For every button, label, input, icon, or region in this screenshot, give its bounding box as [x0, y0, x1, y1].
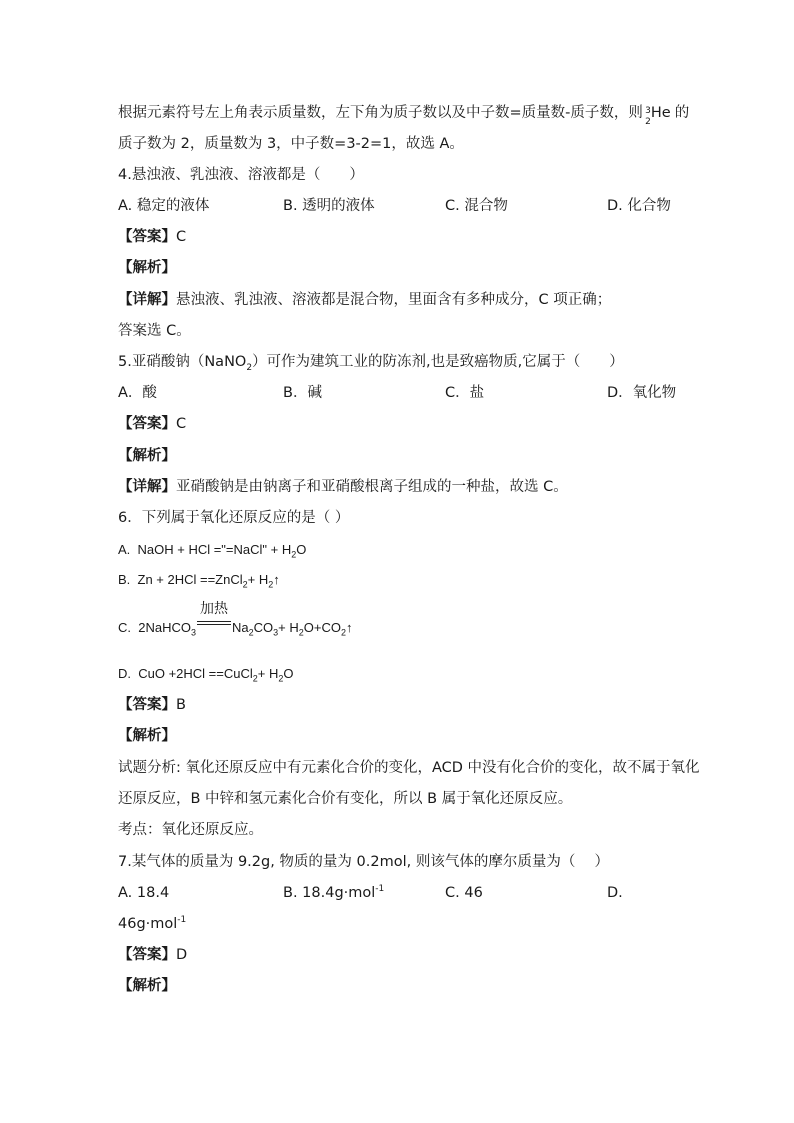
q4-detail [118, 290, 611, 310]
equation-text: CO [253, 620, 274, 635]
superscript: -1 [177, 915, 187, 926]
detail-tag: 【详解】 [118, 479, 176, 495]
question-4-stem: 4.悬浊液、乳浊液、溶液都是（ ） [118, 167, 364, 183]
stem-text: 5.亚硝酸钠（NaNO [118, 354, 247, 370]
q4-conclusion: 答案选 C。 [118, 323, 191, 339]
q4-option-d: D. 化合物 [607, 198, 671, 214]
equals-line [197, 621, 231, 622]
subscript: 2 [252, 673, 258, 684]
question-5-stem [118, 352, 624, 372]
answer-tag: 【答案】 [118, 947, 176, 963]
answer-value: D [176, 947, 188, 963]
q5-option-b: B．碱 [283, 385, 322, 401]
q6-exam-point: 考点：氧化还原反应。 [118, 822, 263, 838]
q7-option-c: C. 46 [445, 885, 483, 901]
stem-text: ）可作为建筑工业的防冻剂,也是致癌物质,它属于（ ） [252, 354, 624, 370]
subscript: 2 [248, 627, 254, 638]
q6-option-a [118, 540, 306, 560]
subscript: 3 [273, 627, 279, 638]
superscript: -1 [375, 884, 385, 895]
equation-text: + H [257, 666, 279, 681]
answer-tag: 【答案】 [118, 697, 176, 713]
equation-text: + H [247, 572, 269, 587]
answer-value: C [176, 229, 187, 245]
explanation-text: 根据元素符号左上角表示质量数，左下角为质子数以及中子数=质量数-质子数，则 [118, 105, 643, 121]
equation-text: D. CuO +2HCl ==CuCl [118, 666, 253, 681]
equation-text: Na [231, 620, 249, 635]
option-text: B. 18.4g·mol [283, 885, 376, 901]
equation-text: B. Zn + 2HCl ==ZnCl [118, 572, 243, 587]
question-6-stem: 6．下列属于氧化还原反应的是（ ） [118, 510, 350, 526]
subscript: 3 [190, 627, 196, 638]
equation-text: + H [278, 620, 299, 635]
subscript: 2 [242, 579, 248, 590]
q4-analysis-tag: 【解析】 [118, 260, 176, 276]
q4-option-c: C. 混合物 [445, 198, 508, 214]
answer-tag: 【答案】 [118, 416, 176, 432]
isotope-prescripts [643, 105, 651, 127]
q6-option-d [118, 664, 294, 684]
q6-answer [118, 695, 186, 715]
equation-text: C. 2NaHCO [118, 620, 191, 635]
answer-tag: 【答案】 [118, 229, 176, 245]
reaction-condition: 加热 [199, 600, 228, 616]
q6-analysis-line: 还原反应，B 中锌和氢元素化合价有变化，所以 B 属于氧化还原反应。 [118, 791, 573, 807]
q7-option-b [283, 883, 384, 903]
q4-option-b: B. 透明的液体 [283, 198, 375, 214]
gas-arrow: ↑ [273, 572, 280, 587]
element-symbol: He [650, 105, 671, 121]
gas-arrow: ↑ [345, 620, 353, 635]
answer-value: C [176, 416, 187, 432]
q6-analysis-line: 试题分析: 氧化还原反应中有元素化合价的变化，ACD 中没有化合价的变化，故不属于氧化 [118, 760, 700, 776]
q6-analysis-tag: 【解析】 [118, 728, 176, 744]
equation-text: O [296, 542, 307, 557]
q6-option-b [118, 570, 280, 590]
q5-option-c: C．盐 [445, 385, 485, 401]
detail-tag: 【详解】 [118, 292, 176, 308]
subscript: 2 [268, 579, 274, 590]
proton-number: 2 [645, 117, 651, 127]
question-7-stem: 7.某气体的质量为 9.2g, 物质的量为 0.2mol, 则该气体的摩尔质量为（ ） [118, 854, 609, 870]
q5-option-d: D．氧化物 [607, 385, 677, 401]
subscript: 2 [246, 362, 253, 373]
equation-text: A. NaOH + HCl ="=NaCl" + H [118, 542, 292, 557]
q7-answer [118, 945, 187, 965]
q6-option-c [118, 600, 353, 638]
q4-answer [118, 227, 186, 247]
subscript: 2 [291, 549, 297, 560]
q7-option-d: D. [607, 885, 623, 901]
explanation-line [118, 103, 690, 127]
q5-answer [118, 414, 186, 434]
q5-option-a: A．酸 [118, 385, 157, 401]
q5-analysis-tag: 【解析】 [118, 448, 176, 464]
reaction-condition-sign [197, 600, 231, 632]
subscript: 2 [340, 627, 346, 638]
q7-option-a: A. 18.4 [118, 885, 170, 901]
explanation-line: 质子数为 2，质量数为 3，中子数=3-2=1，故选 A。 [118, 136, 464, 152]
q5-detail [118, 477, 568, 497]
equation-text: O [283, 666, 294, 681]
detail-text: 悬浊液、乳浊液、溶液都是混合物，里面含有多种成分，C 项正确； [176, 292, 612, 308]
explanation-text: 的 [674, 105, 690, 121]
detail-text: 亚硝酸钠是由钠离子和亚硝酸根离子组成的一种盐，故选 C。 [176, 479, 568, 495]
equation-text: O+CO [303, 620, 341, 635]
mass-number: 3 [645, 106, 651, 116]
subscript: 2 [278, 673, 284, 684]
q7-analysis-tag: 【解析】 [118, 978, 176, 994]
equals-line [197, 624, 231, 625]
answer-value: B [176, 697, 186, 713]
subscript: 2 [298, 627, 304, 638]
option-text: 46g·mol [118, 916, 178, 932]
q4-option-a: A. 稳定的液体 [118, 198, 210, 214]
q7-option-d-value [118, 914, 186, 934]
